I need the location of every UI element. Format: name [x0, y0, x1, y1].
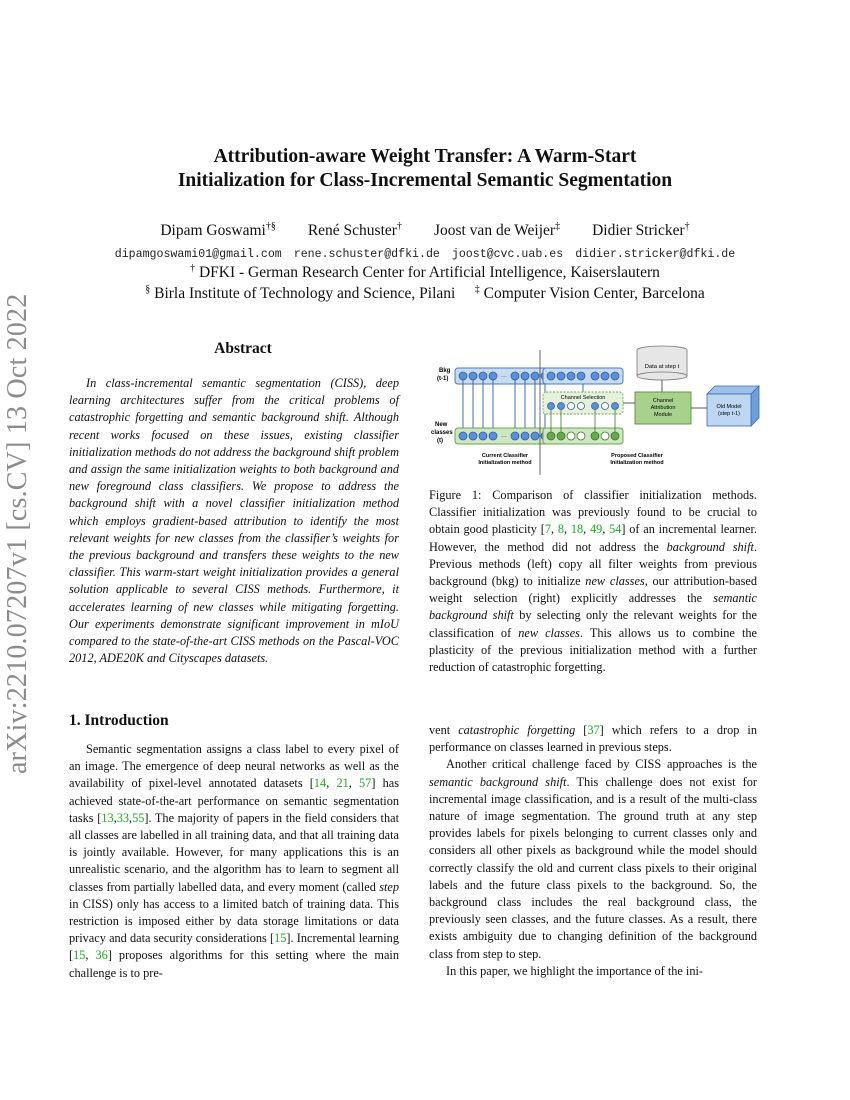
- svg-text:···: ···: [501, 374, 507, 380]
- citation-link[interactable]: 15: [274, 931, 287, 946]
- author: Joost van de Weijer‡: [433, 221, 561, 240]
- citation-link[interactable]: 57: [359, 776, 372, 791]
- citation-link[interactable]: 15: [73, 948, 86, 963]
- svg-text:Module: Module: [653, 412, 673, 418]
- channel-selection-nodes: [548, 403, 619, 410]
- email-link[interactable]: didier.stricker@dfki.de: [575, 248, 736, 261]
- email-link[interactable]: dipamgoswami01@gmail.com: [114, 248, 282, 261]
- author: René Schuster†: [307, 221, 402, 240]
- citation-link[interactable]: 21: [336, 776, 349, 791]
- abstract-heading: Abstract: [214, 340, 272, 357]
- svg-text:(step t-1): (step t-1): [717, 411, 741, 417]
- left-caption-2: Initialization method: [478, 460, 532, 466]
- citation-link[interactable]: 49: [589, 522, 603, 537]
- new-classes-label-2: classes: [431, 430, 453, 436]
- affiliation-2-3: § Birla Institute of Technology and Science, Pilani ‡ Computer Vision Center, Barcelona: [145, 284, 705, 303]
- citation-link[interactable]: 7: [544, 522, 551, 537]
- paper-title: [100, 145, 750, 193]
- left-copy-arrows: [463, 380, 545, 428]
- citation-link[interactable]: 54: [609, 522, 622, 537]
- bkg-step-label: (t-1): [437, 376, 449, 382]
- figure-1-caption: Figure 1: Comparison of classifier initialization methods. Classifier initialization was previously found to be crucial to obtain good plasticity [7, 8, 18, 49, 54] of an incremental learner. However, the method did not address the background shift. Previous methods (left) copy all filter weights from previous background (bkg) to initialize new classes, our attribution-based weight selection (right) explicitly addresses the semantic background shift by selecting only the relevant weights for the classification of new classes. This allows us to combine the plasticity of the previous initialization method with a further reduction of catastrophic forgetting.: [429, 488, 758, 675]
- svg-text:···: ···: [501, 434, 507, 440]
- author-emails: [60, 248, 790, 261]
- figure-1: [425, 340, 765, 480]
- section-heading-introduction: 1. Introduction: [69, 712, 169, 729]
- right-column-text: vent catastrophic forgetting [37] which refers to a drop in performance on classes learned in previous steps. Another critical challenge faced by CISS approaches is the semantic background shift. This challenge does not exist for incremental image classification, and is a result of the multi-class nature of image segmentation. The ground truth at any step provides labels for pixels belonging to current classes only and considers all other pixels as background while the model should correctly classify the old and current class pixels to their original labels and the future class pixels to the background. So, the background class includes the real background class, the previously seen classes, and the future classes. As a result, there exists ambiguity due to changing definition of the background class from step to step. In this paper, we highlight the importance of the ini-: [429, 723, 758, 978]
- title-line-2: Initialization for Class-Incremental Semantic Segmentation: [177, 170, 673, 191]
- new-classes-label: New: [435, 422, 448, 428]
- citation-link[interactable]: 8: [557, 522, 564, 537]
- citation-link[interactable]: 14: [313, 776, 327, 791]
- abstract-text: In class-incremental semantic segmentation (CISS), deep learning architectures suffer from the critical problems of catastrophic forgetting and semantic background shift. Although recent works focused on these issues, existing classifier initialization methods do not address the background shift problem and assign the same initialization weights to both background and new foreground class classifiers. We propose to address the background shift with a novel classifier initialization method which employs gradient-based attribution to identify the most relevant weights for new classes from the classifier’s weights for the previous background and transfers these weights to the new classifier. This warm-start weight initialization provides a general solution applicable to several CISS methods. Furthermore, it accelerates learning of new classes while mitigating forgetting. Our experiments demonstrate significant improvement in mIoU compared to the state-of-the-art CISS methods on the Pascal-VOC 2012, ADE20K and Cityscapes datasets.: [69, 376, 399, 666]
- introduction-text: Semantic segmentation assigns a class label to every pixel of an image. The emergence of deep neural networks as well as the availability of pixel-level annotated datasets [14, 21, 57] has achieved state-of-the-art performance on semantic segmentation tasks [13,33,55]. The majority of papers in the field considers that all classes are labelled in all training data, and that all training data is jointly available. However, for many applications this is an unrealistic scenario, and the algorithm has to learn to segment all classes from partially labelled data, and every moment (called step in CISS) only has access to a limited batch of training data. This restriction is imposed either by data storage limitations or data privacy and data security considerations [15]. Incremental learning [15, 36] proposes algorithms for this setting where the main challenge is to pre-: [69, 742, 400, 980]
- right-new-nodes: [547, 432, 619, 440]
- email-link[interactable]: joost@cvc.uab.es: [451, 248, 564, 261]
- email-link[interactable]: rene.schuster@dfki.de: [293, 248, 440, 261]
- title-line-1: Attribution-aware Weight Transfer: A Warm-Start: [213, 146, 637, 167]
- citation-link[interactable]: 33: [116, 810, 129, 825]
- svg-text:Channel: Channel: [652, 398, 674, 404]
- bkg-label: Bkg: [439, 368, 451, 374]
- citation-link[interactable]: 37: [587, 723, 600, 737]
- right-caption-2: Initialization method: [610, 460, 664, 466]
- author: Dipam Goswami†§: [160, 221, 276, 240]
- left-caption-1: Current Classifier: [481, 453, 529, 459]
- arxiv-sidebar-stamp: arXiv:2210.07207v1 [cs.CV] 13 Oct 2022: [2, 293, 33, 775]
- right-caption-1: Proposed Classifier: [611, 453, 663, 459]
- svg-text:Old Model: Old Model: [716, 404, 742, 410]
- svg-text:Attribution: Attribution: [650, 405, 676, 411]
- data-label: Data at step t: [644, 364, 680, 370]
- new-classes-step: (t): [437, 438, 443, 444]
- right-bkg-nodes: [547, 372, 619, 380]
- channel-selection-label: Channel Selection: [560, 395, 606, 401]
- author-list: [90, 221, 760, 240]
- data-cylinder: [637, 346, 687, 380]
- citation-link[interactable]: 13: [101, 810, 114, 825]
- citation-link[interactable]: 36: [95, 948, 108, 963]
- citation-link[interactable]: 18: [570, 522, 584, 537]
- author: Didier Stricker†: [592, 221, 690, 240]
- affiliation-1: † DFKI - German Research Center for Artificial Intelligence, Kaiserslautern: [190, 263, 660, 282]
- citation-link[interactable]: 55: [132, 810, 145, 825]
